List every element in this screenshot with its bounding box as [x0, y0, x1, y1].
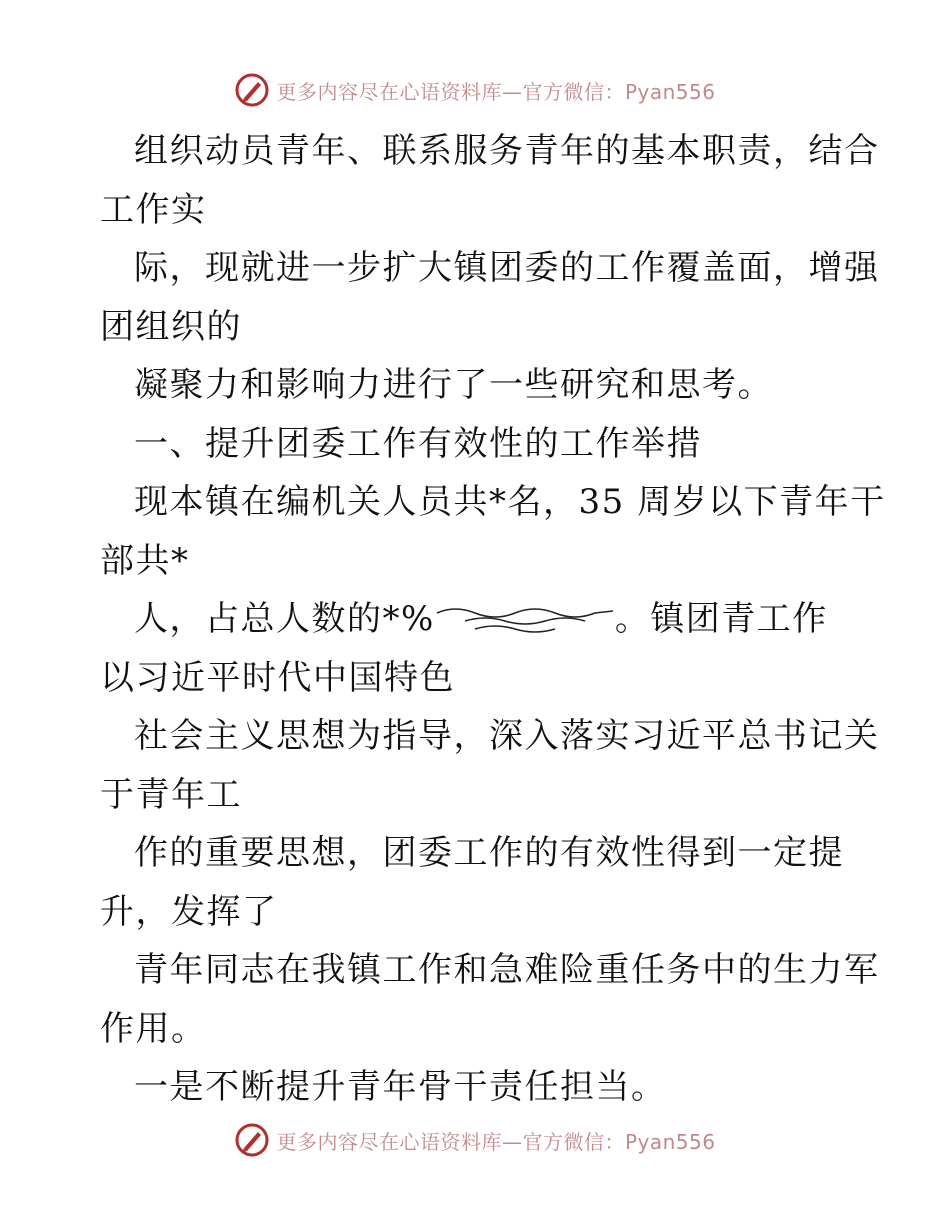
text-line: 部共*: [100, 540, 190, 581]
text-segment: 人，占总人数的*%: [134, 599, 435, 639]
pen-logo-icon: [234, 72, 270, 108]
text-segment: 。镇团青工作: [614, 599, 828, 639]
text-line: 青年同志在我镇工作和急难险重任务中的生力军: [134, 950, 880, 990]
text-line: 于青年工: [100, 774, 242, 815]
text-line: 升，发挥了: [100, 891, 278, 932]
text-line: 工作实: [100, 189, 207, 230]
paragraph-2: [100, 239, 880, 356]
text-line: 组织动员青年、联系服务青年的基本职责，结合: [134, 131, 880, 171]
paragraph-5: [100, 590, 860, 707]
watermark-text: 更多内容尽在心语资料库—官方微信：Pyan556: [276, 79, 716, 104]
text-line: 凝聚力和影响力进行了一些研究和思考。: [134, 365, 773, 405]
text-line: 际，现就进一步扩大镇团委的工作覆盖面，增强: [134, 248, 880, 288]
paragraph-9: [100, 1058, 860, 1117]
paragraph-4: [100, 473, 886, 590]
squiggle-mark: [435, 601, 615, 641]
text-line: 一是不断提升青年骨干责任担当。: [134, 1067, 667, 1107]
paragraph-7: [100, 824, 860, 941]
section-heading: [100, 415, 860, 474]
footer-watermark: [0, 1120, 950, 1160]
text-line: 团组织的: [100, 306, 242, 347]
pen-logo-icon: [234, 1122, 270, 1158]
paragraph-1: [100, 122, 880, 239]
watermark-text: 更多内容尽在心语资料库—官方微信：Pyan556: [276, 1129, 716, 1154]
header-watermark: [0, 70, 950, 110]
text-line: 以习近平时代中国特色: [100, 657, 455, 698]
text-line: 社会主义思想为指导，深入落实习近平总书记关: [134, 716, 880, 756]
paragraph-3: [100, 356, 860, 415]
document-body: [100, 122, 886, 1117]
heading-line: 一、提升团委工作有效性的工作举措: [134, 423, 702, 464]
text-line: 现本镇在编机关人员共*名，35 周岁以下青年干: [134, 482, 886, 522]
text-line: 作的重要思想，团委工作的有效性得到一定提: [134, 833, 844, 873]
text-line-with-squiggle: [100, 590, 860, 649]
paragraph-6: [100, 707, 880, 824]
text-line: 作用。: [100, 1008, 207, 1049]
paragraph-8: [100, 941, 880, 1058]
